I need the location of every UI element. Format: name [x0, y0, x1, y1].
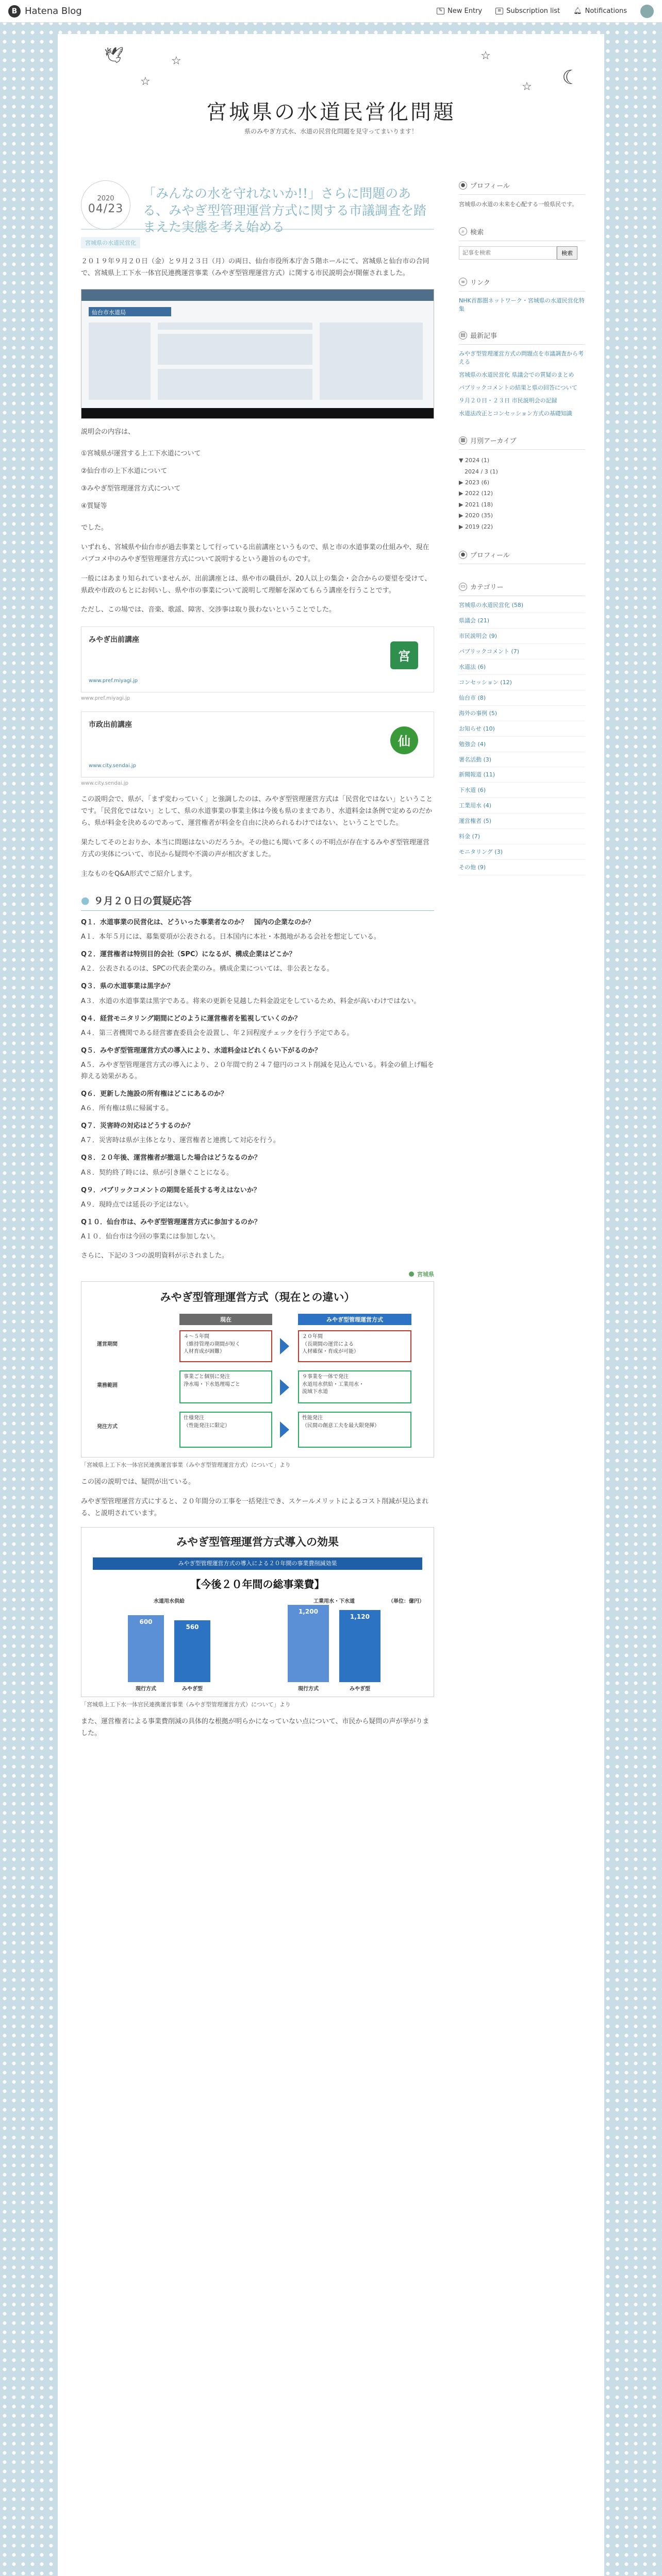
- user-avatar[interactable]: [640, 5, 654, 18]
- slide-row-label: 業務範囲: [97, 1383, 118, 1389]
- embedded-video[interactable]: [81, 289, 434, 419]
- blog-header: [58, 34, 604, 163]
- widget-title: プロフィール: [470, 552, 510, 560]
- entry-paragraph: さらに、下記の３つの説明資料が示されました。: [81, 1252, 229, 1260]
- qa-list: [81, 917, 434, 1243]
- widget-title: 月別アーカイブ: [470, 437, 517, 446]
- answer: A６．所有権は県に帰属する。: [81, 1105, 173, 1113]
- widget-title: 検索: [470, 228, 484, 236]
- hatena-logo[interactable]: [8, 5, 82, 18]
- sidebar-link[interactable]: NHK首都圏ネットワーク・宮城県の水道民営化特集: [459, 297, 585, 312]
- archive-item[interactable]: ▶ 2021 (18): [459, 501, 493, 508]
- new-entry-button[interactable]: [437, 7, 482, 15]
- slide-caption: 「宮城県上工下水一体官民連携運営事業（みやぎ型管理運営方式）について」より: [81, 1701, 291, 1708]
- entry-paragraph: 主なものをQ&A形式でご紹介します。: [81, 870, 196, 878]
- topics-lead: 説明会の内容は、: [81, 428, 135, 436]
- category-link[interactable]: パブリックコメント (7): [459, 648, 585, 659]
- recent-entry-link[interactable]: 宮城県の水道民営化 県議会での質疑のまとめ: [459, 371, 574, 379]
- answer: A５．みやぎ型管理運営方式の導入により、２０年間で約２４７億円のコスト削減を見込んでいる。料金の値上げ幅を抑える効果がある。: [81, 1061, 434, 1080]
- entry-category[interactable]: 宮城県の水道民営化: [81, 237, 140, 248]
- miyagi-mark-icon: [409, 1272, 414, 1277]
- entry-header: [81, 180, 434, 234]
- blog-title[interactable]: 宮城県の水道民営化問題: [206, 100, 456, 124]
- category-link[interactable]: 市民説明会 (9): [459, 632, 585, 644]
- embed-card-sendai[interactable]: [81, 711, 434, 777]
- category-link[interactable]: 新聞報道 (11): [459, 771, 585, 783]
- question: Q６．更新した施設の所有権はどこにあるのか？: [81, 1090, 228, 1098]
- category-link[interactable]: その他 (9): [459, 863, 585, 875]
- recent-entry-link[interactable]: みやぎ型管理運営方式の問題点を市議調査から考える: [459, 350, 584, 366]
- sendai-logo-icon: 仙: [390, 726, 418, 754]
- document-icon: ▤: [459, 331, 467, 340]
- entry-article: [81, 180, 434, 1739]
- widget-title: リンク: [470, 279, 490, 287]
- slide-box-now: ４〜５年間 （維持管理の期間が短く 人材育成が困難）: [179, 1330, 272, 1362]
- section-heading-text: ９月２０日の質疑応答: [93, 895, 192, 907]
- blog-description: 県のみやぎ方式水、水道の民営化問題を見守ってまいります！: [244, 128, 418, 135]
- slide-box-new: ２０年間 （長期間の運営による 人材確保・育成が可能）: [298, 1330, 411, 1362]
- category-link[interactable]: 宮城県の水道民営化 (58): [459, 601, 585, 613]
- slide-box-now: 事業ごと個別に発注 浄水場・下水処理場ごと: [179, 1370, 272, 1403]
- entry-paragraph: ただし、この場では、音楽、歌謡、障害、交涉事は取り扱わないということでした。: [81, 606, 336, 614]
- entry-year: 2020: [97, 195, 114, 202]
- recent-entry-link[interactable]: パブリックコメントの結果と県の回答について: [459, 384, 577, 392]
- entry-paragraph: この図の説明では、疑問が出ている。: [81, 1478, 195, 1486]
- notifications-label: Notifications: [585, 7, 627, 15]
- slide-row-label: 運営期間: [97, 1342, 118, 1348]
- category-link[interactable]: お知らせ (10): [459, 725, 585, 737]
- subscription-label: Subscription list: [506, 7, 560, 15]
- hatena-logo-icon: B: [8, 5, 21, 18]
- bell-icon: 🔔︎: [573, 7, 582, 15]
- answer: A２．公表されるのは、SPCの代表企業のみ。構成企業については、非公表となる。: [81, 965, 334, 973]
- category-link[interactable]: 勉強会 (4): [459, 740, 585, 752]
- archive-item[interactable]: 2024 / 3 (1): [459, 468, 498, 475]
- embed-card-url: www.city.sendai.jp: [89, 762, 136, 769]
- bar: 1,120: [339, 1610, 380, 1682]
- book-icon: ≡: [495, 8, 503, 14]
- link-icon: ∞: [459, 278, 467, 286]
- category-link[interactable]: 下水道 (6): [459, 786, 585, 798]
- embed-card-miyagi[interactable]: [81, 626, 434, 692]
- category-link[interactable]: 工業用水 (4): [459, 802, 585, 814]
- bar: 1,200: [288, 1605, 329, 1682]
- question: Q８．２０年後、運営権者が撤退した場合はどうなるのか？: [81, 1154, 261, 1162]
- group-label: 水道用水供給: [154, 1598, 185, 1604]
- recent-entries-widget: [459, 330, 585, 418]
- entry-title[interactable]: 「みんなの水を守れないか!!」さらに問題のある、みやぎ型管理運営方式に関する市議調査を踏まえた実態を考え始める: [143, 186, 427, 234]
- embed-card-title: 市政出前講座: [89, 720, 132, 729]
- user-icon: ●: [459, 181, 467, 190]
- slide-caption: 「宮城県上工下水一体官民連携運営事業（みやぎ型管理運営方式）について」より: [81, 1462, 291, 1469]
- slide-subtitle: 【今後２０年間の総事業費】: [190, 1578, 325, 1590]
- calendar-icon: ▦: [459, 436, 467, 445]
- sidebar: [459, 180, 585, 893]
- slide-row-label: 発注方式: [97, 1424, 118, 1430]
- slide-box-new: ９事業を一体で発注 水道用水供給・工業用水・ 流域下水道: [298, 1370, 411, 1403]
- group-label: 工業用水・下水道: [313, 1598, 355, 1604]
- user-icon: ●: [459, 551, 467, 559]
- slide-box-new: 性能発注 （民間の創意工夫を最大限発揮）: [298, 1412, 411, 1448]
- hatena-logo-text: Hatena Blog: [25, 6, 82, 16]
- list-item: ②仙台市の上下水道について: [81, 467, 168, 475]
- star-icon: ☆: [140, 75, 151, 88]
- embed-source[interactable]: www.pref.miyagi.jp: [81, 695, 130, 701]
- list-item: ③みやぎ型管理運営方式について: [81, 484, 181, 493]
- answer: A１．本年５月には、募集要項が公表される。日本国内に本社・本拠地がある会社を想定している。: [81, 933, 380, 941]
- category-link[interactable]: 県議会 (21): [459, 617, 585, 629]
- subscription-list-button[interactable]: [495, 7, 560, 15]
- arrow-right-icon: [280, 1379, 289, 1396]
- new-entry-label: New Entry: [448, 7, 483, 15]
- slide-col-new: みやぎ型管理運営方式: [298, 1314, 411, 1325]
- question: Q４．経営モニタリング期間にどのように運営権者を監視していくのか？: [81, 1014, 301, 1023]
- bar: 600: [128, 1615, 164, 1682]
- answer: A３．水道の水道事業は黒字である。将来の更新を見越した料金設定をしているため、料金が高いわけではない。: [81, 997, 421, 1005]
- notifications-button[interactable]: [573, 7, 627, 15]
- entry-paragraph: 果たしてそのとおりか、本当に問題はないのだろうか。その他にも聞いて多くの不明点が存在するみやぎ型管理運営方式の実体について、市民から疑問や不満の声が相次ぎました。: [81, 838, 430, 859]
- hatena-global-header: [0, 0, 662, 23]
- section-heading: [81, 893, 434, 911]
- embed-source[interactable]: www.city.sendai.jp: [81, 780, 128, 786]
- video-player-controls[interactable]: [81, 408, 434, 418]
- pencil-icon: ✎: [437, 8, 444, 14]
- slide-box-now: 仕様発注 （性能発注に限定）: [179, 1412, 272, 1448]
- entry-month-day: 04/23: [88, 202, 124, 215]
- slide-comparison: [81, 1281, 434, 1458]
- search-input[interactable]: [459, 246, 557, 260]
- entry-paragraph: また、運営権者による事業費削減の具体的な根拠が明らかになっていない点について、市民から疑問の声が挙がりました。: [81, 1717, 429, 1737]
- bar-label: みやぎ型: [350, 1686, 370, 1692]
- answer: A１０．仙台市は今回の事業には参加しない。: [81, 1232, 220, 1241]
- entry-paragraph: この説明会で、県が、「まず変わっていく」と強調したのは、みやぎ型管理運営方式は「民営化ではない」ということです。「民営化ではない」として、県の水道事業の事業主体は今後も県のままであり、水道料金は条例で定めるのだから、県が料金を決めるのであって、運営権者が料金を自由に決められるわけではない、ということでした。: [81, 795, 433, 827]
- slide-title: みやぎ型管理運営方式（現在との違い）: [160, 1291, 355, 1304]
- entry-paragraph: いずれも、宮城県や仙台市が過去事業として行っている出前講座というもので、県と市の水道事業の仕組みや、現在パブコメ中のみやぎ型管理運営方式について説明するという趣旨のものです。: [81, 543, 429, 564]
- entry-paragraph: ２０１９年９月２０日（金）と９月２３日（月）の両日、仙台市役所本庁舎５階ホールにて、宮城県と仙台市の合同で、宮城県上工下水一体官民連携運営事業（みやぎ型管理運営方式）に関する市民説明会が開催されました。: [81, 258, 429, 278]
- list-item: ①宮城県が運営する上工下水道について: [81, 450, 201, 458]
- slide-title: みやぎ型管理運営方式導入の効果: [176, 1535, 339, 1548]
- category-link[interactable]: 海外の事例 (5): [459, 709, 585, 721]
- question: Q２．運営権者は特別目的会社（SPC）になるが、構成企業はどこか？: [81, 951, 296, 959]
- search-widget: [459, 227, 585, 260]
- widget-title: カテゴリー: [470, 584, 504, 592]
- star-icon: ☆: [171, 55, 181, 67]
- archive-item[interactable]: ▶ 2022 (12): [459, 490, 493, 497]
- archive-item[interactable]: ▼ 2024 (1): [459, 457, 490, 464]
- search-button[interactable]: 検索: [557, 246, 577, 260]
- entry-paragraph: 一般にはあまり知られていませんが、出前講座とは、県や市の職員が、20人以上の集会・会合からの要望を受けて、県政や市政のもとにお伺いし、県や市の事業について説明して理解を深めてもらう講座を行うことです。: [81, 574, 432, 595]
- bar: 560: [174, 1620, 210, 1682]
- bar-label: みやぎ型: [182, 1686, 203, 1692]
- archive-item[interactable]: ▶ 2020 (35): [459, 512, 493, 519]
- moon-icon: ☾: [561, 66, 580, 89]
- blog-container: [58, 34, 604, 2576]
- arrow-right-icon: [280, 1338, 289, 1354]
- category-link[interactable]: コンセッション (12): [459, 679, 585, 690]
- star-icon: ☆: [522, 80, 532, 93]
- slide-org-label: 宮城県: [417, 1271, 434, 1278]
- entry-paragraph: みやぎ型管理運営方式にすると、２０年間分の工事を一括発注でき、スケールメリットによるコスト削減が見込まれる、と説明されています。: [81, 1497, 429, 1518]
- profile-widget-2: [459, 550, 585, 564]
- profile-widget: [459, 180, 585, 209]
- archive-item[interactable]: ▶ 2019 (22): [459, 523, 493, 530]
- recent-entry-link[interactable]: 水道法改正とコンセッション方式の基礎知識: [459, 410, 572, 417]
- topics-end: でした。: [81, 524, 108, 532]
- question: Q１．水道事業の民営化は、どういった事業者なのか？ 国内の企業なのか？: [81, 919, 315, 927]
- folder-icon: ▭: [459, 583, 467, 591]
- archive-widget: [459, 435, 585, 532]
- slide-band: みやぎ型管理運営方式の導入による２０年間の事業費削減効果: [93, 1557, 422, 1570]
- widget-title: プロフィール: [470, 182, 510, 190]
- miyagi-logo-icon: 宮: [390, 641, 418, 669]
- arrow-right-icon: [280, 1421, 289, 1438]
- heading-bullet-icon: ●: [81, 894, 90, 906]
- unit-label: （単位：億円）: [388, 1598, 424, 1604]
- slide-col-now: 現在: [179, 1314, 272, 1325]
- profile-text: 宮城県の水道の未来を心配する一般県民です。: [459, 201, 578, 208]
- category-link[interactable]: 水道法 (6): [459, 663, 585, 675]
- star-icon: ☆: [481, 49, 491, 62]
- embed-card-title: みやぎ出前講座: [89, 635, 139, 644]
- category-link[interactable]: 運営権者 (5): [459, 817, 585, 829]
- answer: A８．契約終了時には、県が引き継ぐことになる。: [81, 1168, 233, 1177]
- topics-list: [81, 445, 434, 515]
- category-link[interactable]: 仙台市 (8): [459, 694, 585, 706]
- bird-icon: 🕊︎: [104, 46, 124, 64]
- answer: A７．災害時は県が主体となり、運営権者と連携して対応を行う。: [81, 1137, 280, 1145]
- entry-date[interactable]: [81, 180, 130, 230]
- category-link[interactable]: 料金 (7): [459, 833, 585, 844]
- widget-title: 最新記事: [470, 332, 498, 341]
- archive-item[interactable]: ▶ 2023 (6): [459, 479, 490, 486]
- category-link[interactable]: モニタリング (3): [459, 848, 585, 860]
- question: Q５．みやぎ型管理運営方式の導入により、水道料金はどれくらい下がるのか？: [81, 1046, 322, 1055]
- recent-entry-link[interactable]: ９月２０日・２３日 市民説明会の記録: [459, 397, 557, 404]
- question: Q１０．仙台市は、みやぎ型管理運営方式に参加するのか？: [81, 1218, 261, 1226]
- slide-effect: [81, 1527, 434, 1697]
- answer: A９．現時点では延長の予定はない。: [81, 1200, 193, 1209]
- links-widget: [459, 277, 585, 313]
- slide-org: [81, 1270, 434, 1278]
- question: Q３．県の水道事業は黒字か？: [81, 982, 174, 991]
- search-icon: ⌕: [459, 227, 467, 235]
- list-item: ④質疑等: [81, 502, 107, 510]
- category-widget: [459, 582, 585, 875]
- category-link[interactable]: 署名活動 (3): [459, 756, 585, 768]
- answer: A４．第三者機関である経営審査委員会を設置し、年２回程度チェックを行う予定である。: [81, 1029, 354, 1037]
- bar-label: 現行方式: [136, 1686, 156, 1692]
- question: Q７．災害時の対応はどうするのか？: [81, 1122, 194, 1130]
- embed-card-url: www.pref.miyagi.jp: [89, 677, 138, 684]
- question: Q９．パブリックコメントの期間を延長する考えはないか？: [81, 1186, 260, 1194]
- video-title: 仙台市水道局: [89, 307, 171, 316]
- bar-label: 現行方式: [298, 1686, 319, 1692]
